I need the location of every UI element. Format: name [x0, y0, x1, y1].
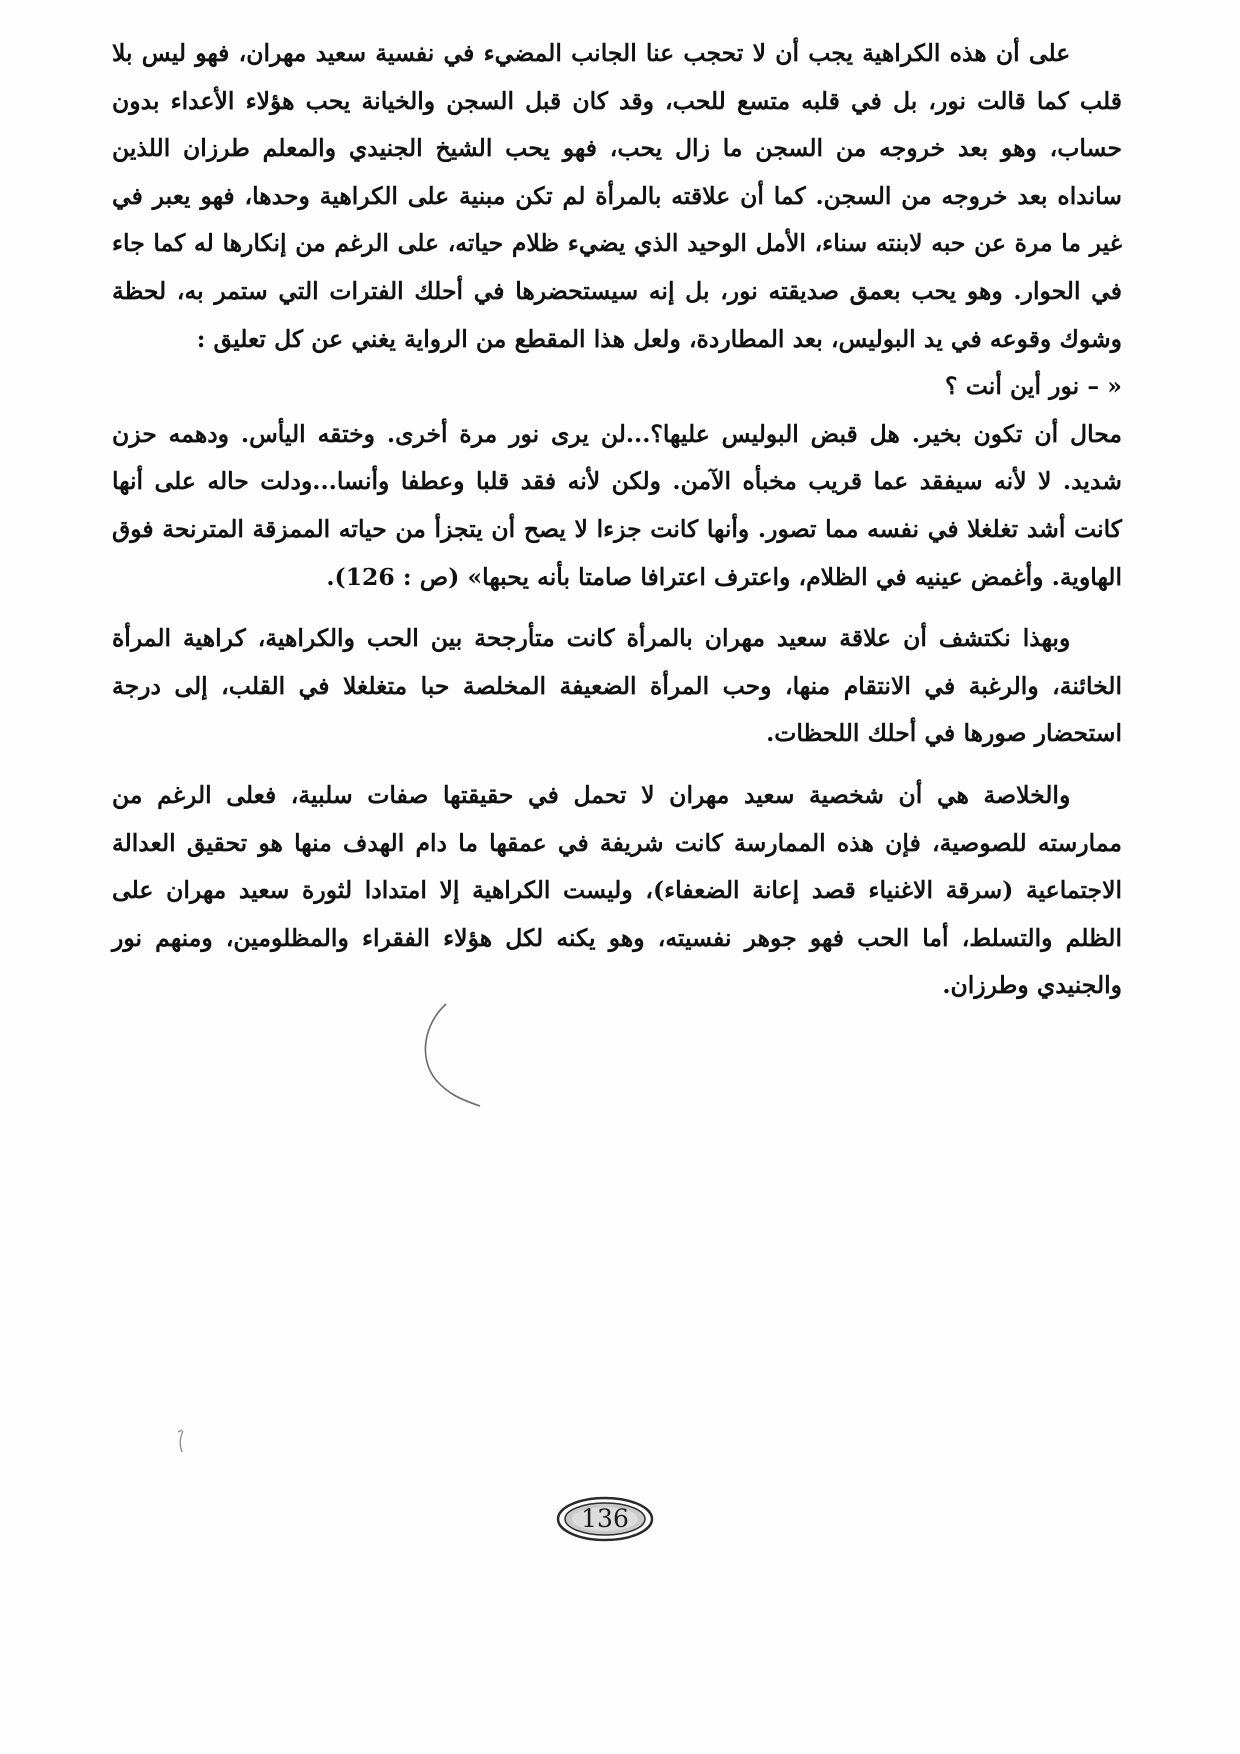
body-text: [112, 30, 1122, 1010]
page-number: 136: [581, 1504, 629, 1533]
quote-passage: محال أن تكون بخير. هل قبض البوليس عليها؟...لن يرى نور مرة أخرى. وختقه اليأس. ودهمه حزن شديد. لا لأنه سيفقد عما قريب مخبأه الآمن. ولكن لأنه فقد قلبا وعطفا وأنسا...ودلت حاله على أنها كانت أشد تغلغلا في نفسه مما تصور. وأنها كانت جزءا لا يصح أن يتجزأ من حياته الممزقة المترنحة فوق الهاوية. وأغمض عينيه في الظلام، واعترف اعترافا صامتا بأنه يحبها» (ص : 126).: [112, 419, 1122, 591]
quote-opening-line: « – نور أين أنت ؟: [945, 372, 1122, 401]
paragraph-conclusion: والخلاصة هي أن شخصية سعيد مهران لا تحمل في حقيقتها صفات سلبية، فعلى الرغم من ممارسته للصوصية، فإن هذه الممارسة كانت شريفة في عمقها ما دام الهدف منها هو تحقيق العدالة الاجتماعية (سرقة الاغنياء قصد إعانة الضعفاء)، وليست الكراهية إلا امتدادا لثورة سعيد مهران على الظلم والتسلط، أما الحب فهو جوهر نفسيته، وهو يكنه لكل هؤلاء الفقراء والمظلومين، ومنهم نور والجنيدي وطرزان.: [112, 780, 1122, 1000]
paragraph-love-side: على أن هذه الكراهية يجب أن لا تحجب عنا الجانب المضيء في نفسية سعيد مهران، فهو ليس بلا قلب كما قالت نور، بل في قلبه متسع للحب، وقد كان قبل السجن والخيانة يحب هؤلاء الأعداء بدون حساب، وهو بعد خروجه من السجن ما زال يحب، فهو يحب الشيخ الجنيدي والمعلم طرزان اللذين سانداه بعد خروجه من السجن. كما أن علاقته بالمرأة لم تكن مبنية على الكراهية وحدها، فهو يعبر في غير ما مرة عن حبه لابنته سناء، الأمل الوحيد الذي يضيء ظلام حياته، على الرغم من إنكارها له كما جاء في الحوار. وهو يحب بعمق صديقته نور، بل إنه سيستحضرها في أحلك الفترات التي ستمر به، لحظة وشوك وقوعه في يد البوليس، بعد المطاردة، ولعل هذا المقطع من الرواية يغني عن كل تعليق :: [112, 39, 1122, 353]
paragraph-ambivalence: وبهذا نكتشف أن علاقة سعيد مهران بالمرأة كانت متأرجحة بين الحب والكراهية، كراهية المرأة الخائنة، والرغبة في الانتقام منها، وحب المرأة الضعيفة المخلصة حبا متغلغلا في القلب، إلى درجة استحضار صورها في أحلك اللحظات.: [112, 624, 1122, 748]
pencil-arc-mark: [418, 1000, 538, 1110]
pencil-tick-mark: [174, 1428, 190, 1454]
